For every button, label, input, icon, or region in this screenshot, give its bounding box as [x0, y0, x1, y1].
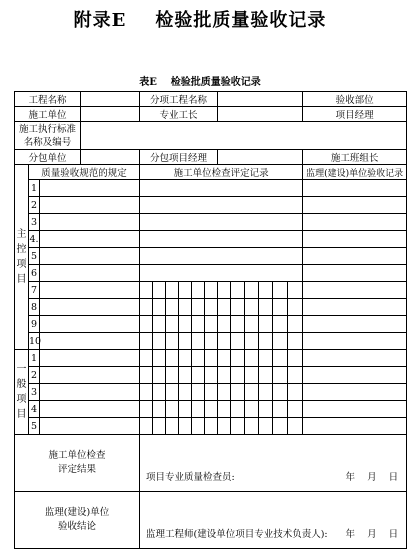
- grid-cell[interactable]: [153, 333, 166, 350]
- item-number: 6: [29, 265, 40, 282]
- subcontract-manager-label: 分包项目经理: [140, 150, 218, 165]
- grid-cell[interactable]: [153, 401, 166, 418]
- item-number: 5: [29, 418, 40, 435]
- acceptance-part-cell[interactable]: [303, 92, 407, 107]
- grid-cell[interactable]: [218, 350, 231, 367]
- spec-cell[interactable]: [40, 265, 140, 282]
- spec-column-header: 质量验收规范的规定: [29, 165, 140, 180]
- grid-cell[interactable]: [259, 350, 273, 367]
- grid-cell[interactable]: [273, 367, 288, 384]
- grid-cell[interactable]: [273, 282, 288, 299]
- grid-cell[interactable]: [273, 401, 288, 418]
- spec-cell[interactable]: [40, 299, 140, 316]
- grid-cell[interactable]: [273, 384, 288, 401]
- grid-cell[interactable]: [153, 350, 166, 367]
- grid-cell[interactable]: [153, 418, 166, 435]
- grid-cell[interactable]: [179, 350, 192, 367]
- grid-cell[interactable]: [231, 282, 245, 299]
- spec-cell[interactable]: [40, 418, 140, 435]
- general-item-row: [15, 367, 407, 384]
- supervision-line2: 验收结论: [58, 521, 97, 532]
- grid-cell[interactable]: [192, 418, 205, 435]
- grid-cell[interactable]: [288, 299, 303, 316]
- grid-cell[interactable]: [231, 418, 245, 435]
- supervision-column-header: 监理(建设)单位验收记录: [303, 165, 407, 180]
- grid-cell[interactable]: [231, 350, 245, 367]
- table-caption: 表E 检验批质量验收记录: [139, 77, 261, 88]
- grid-cell[interactable]: [245, 401, 259, 418]
- spec-cell[interactable]: [40, 316, 140, 333]
- grid-cell[interactable]: [153, 299, 166, 316]
- main-item-row: [15, 197, 407, 214]
- main-item-row: [15, 180, 407, 197]
- grid-cell[interactable]: [166, 401, 179, 418]
- grid-cell[interactable]: [218, 299, 231, 316]
- grid-cell[interactable]: [153, 367, 166, 384]
- grid-cell[interactable]: [218, 401, 231, 418]
- grid-cell[interactable]: [166, 333, 179, 350]
- grid-cell[interactable]: [192, 401, 205, 418]
- supervision-cell[interactable]: [303, 248, 407, 265]
- grid-cell[interactable]: [218, 418, 231, 435]
- grid-cell[interactable]: [288, 316, 303, 333]
- standard-label-line2: 名称及编号: [23, 136, 72, 148]
- construction-result-line1: 施工单位检查: [48, 450, 106, 461]
- grid-cell[interactable]: [179, 282, 192, 299]
- main-item-row: [15, 265, 407, 282]
- supervision-cell[interactable]: [303, 231, 407, 248]
- construction-unit-value[interactable]: [81, 107, 140, 122]
- grid-cell[interactable]: [205, 299, 218, 316]
- supervision-cell[interactable]: [303, 418, 407, 435]
- construction-signature-label: 项目专业质量检查员:: [146, 472, 235, 483]
- grid-cell[interactable]: [259, 282, 273, 299]
- grid-cell[interactable]: [273, 316, 288, 333]
- grid-cell[interactable]: [192, 282, 205, 299]
- supervision-conclusion-area[interactable]: [140, 492, 407, 549]
- grid-cell[interactable]: [259, 367, 273, 384]
- grid-cell[interactable]: [205, 401, 218, 418]
- supervision-date: 年 月 日: [345, 529, 399, 540]
- subcontract-unit-value[interactable]: [81, 150, 140, 165]
- grid-cell[interactable]: [166, 384, 179, 401]
- grid-cell[interactable]: [259, 384, 273, 401]
- grid-cell[interactable]: [166, 316, 179, 333]
- grid-cell[interactable]: [179, 299, 192, 316]
- project-name-value[interactable]: [81, 92, 140, 107]
- item-number: 1: [29, 350, 40, 367]
- grid-cell[interactable]: [273, 333, 288, 350]
- grid-cell[interactable]: [245, 333, 259, 350]
- grid-cell[interactable]: [179, 333, 192, 350]
- team-leader-cell[interactable]: [303, 150, 407, 165]
- spec-cell[interactable]: [40, 180, 140, 197]
- grid-cell[interactable]: [259, 316, 273, 333]
- grid-cell[interactable]: [288, 282, 303, 299]
- grid-cell[interactable]: [288, 367, 303, 384]
- subcontract-manager-value[interactable]: [218, 150, 303, 165]
- supervision-cell[interactable]: [303, 401, 407, 418]
- main-item-row: [15, 214, 407, 231]
- inspection-cell[interactable]: [140, 180, 303, 197]
- item-number: 9: [29, 316, 40, 333]
- main-items-label: 主 控 项 目: [15, 165, 29, 350]
- spec-cell[interactable]: [40, 231, 140, 248]
- general-item-row: [15, 418, 407, 435]
- grid-cell[interactable]: [140, 367, 153, 384]
- grid-cell[interactable]: [205, 350, 218, 367]
- item-number: 8: [29, 299, 40, 316]
- grid-cell[interactable]: [192, 350, 205, 367]
- grid-cell[interactable]: [140, 401, 153, 418]
- grid-cell[interactable]: [205, 282, 218, 299]
- main-item-row: [15, 231, 407, 248]
- grid-cell[interactable]: [231, 299, 245, 316]
- supervision-conclusion-label: [15, 492, 140, 549]
- grid-cell[interactable]: [153, 316, 166, 333]
- grid-cell[interactable]: [245, 384, 259, 401]
- grid-cell[interactable]: [140, 333, 153, 350]
- supervision-cell[interactable]: [303, 350, 407, 367]
- project-manager-cell[interactable]: [303, 107, 407, 122]
- construction-result-label: [15, 435, 140, 492]
- sub-project-name-label: 分项工程名称: [140, 92, 218, 107]
- supervision-cell[interactable]: [303, 299, 407, 316]
- grid-cell[interactable]: [288, 384, 303, 401]
- grid-cell[interactable]: [245, 316, 259, 333]
- grid-cell[interactable]: [192, 316, 205, 333]
- supervision-cell[interactable]: [303, 282, 407, 299]
- grid-cell[interactable]: [192, 299, 205, 316]
- spec-cell[interactable]: [40, 333, 140, 350]
- supervision-cell[interactable]: [303, 367, 407, 384]
- item-number: 5: [29, 248, 40, 265]
- supervision-cell[interactable]: [303, 197, 407, 214]
- main-item-row: [15, 333, 407, 350]
- inspection-lot-form: [14, 91, 407, 549]
- subcontract-unit-label: 分包单位: [15, 150, 81, 165]
- grid-cell[interactable]: [205, 333, 218, 350]
- construction-result-area[interactable]: [140, 435, 407, 492]
- main-item-row: [15, 282, 407, 299]
- grid-cell[interactable]: [231, 316, 245, 333]
- grid-cell[interactable]: [166, 299, 179, 316]
- grid-cell[interactable]: [205, 367, 218, 384]
- spec-cell[interactable]: [40, 282, 140, 299]
- main-item-row: [15, 299, 407, 316]
- grid-cell[interactable]: [245, 282, 259, 299]
- grid-cell[interactable]: [140, 384, 153, 401]
- spec-cell[interactable]: [40, 214, 140, 231]
- construction-result-line2: 评定结果: [58, 464, 97, 475]
- supervision-line1: 监理(建设)单位: [44, 507, 110, 518]
- grid-cell[interactable]: [231, 384, 245, 401]
- construction-unit-label: 施工单位: [15, 107, 81, 122]
- grid-cell[interactable]: [166, 418, 179, 435]
- grid-cell[interactable]: [218, 316, 231, 333]
- professional-foreman-value[interactable]: [218, 107, 303, 122]
- grid-cell[interactable]: [166, 350, 179, 367]
- general-item-row: [15, 384, 407, 401]
- supervision-cell[interactable]: [303, 333, 407, 350]
- inspection-cell[interactable]: [140, 248, 303, 265]
- inspection-column-header: 施工单位检查评定记录: [140, 165, 303, 180]
- standard-label: [15, 122, 81, 150]
- general-item-row: [15, 401, 407, 418]
- grid-cell[interactable]: [288, 401, 303, 418]
- grid-cell[interactable]: [259, 401, 273, 418]
- grid-cell[interactable]: [288, 333, 303, 350]
- item-number: 2: [29, 197, 40, 214]
- grid-cell[interactable]: [259, 418, 273, 435]
- grid-cell[interactable]: [153, 282, 166, 299]
- main-item-row: [15, 248, 407, 265]
- spec-cell[interactable]: [40, 401, 140, 418]
- grid-cell[interactable]: [273, 418, 288, 435]
- spec-cell[interactable]: [40, 197, 140, 214]
- supervision-cell[interactable]: [303, 316, 407, 333]
- standard-label-line1: 施工执行标准: [19, 123, 77, 135]
- grid-cell[interactable]: [179, 418, 192, 435]
- item-number: 4.: [29, 231, 40, 248]
- item-number: 7: [29, 282, 40, 299]
- team-leader-label: 施工班组长: [330, 153, 379, 164]
- grid-cell[interactable]: [205, 418, 218, 435]
- supervision-cell[interactable]: [303, 214, 407, 231]
- main-item-row: [15, 316, 407, 333]
- grid-cell[interactable]: [231, 401, 245, 418]
- grid-cell[interactable]: [259, 299, 273, 316]
- grid-cell[interactable]: [140, 418, 153, 435]
- grid-cell[interactable]: [140, 350, 153, 367]
- inspection-cell[interactable]: [140, 197, 303, 214]
- spec-cell[interactable]: [40, 248, 140, 265]
- grid-cell[interactable]: [273, 299, 288, 316]
- grid-cell[interactable]: [288, 350, 303, 367]
- grid-cell[interactable]: [218, 384, 231, 401]
- grid-cell[interactable]: [166, 367, 179, 384]
- grid-cell[interactable]: [231, 367, 245, 384]
- spec-cell[interactable]: [40, 384, 140, 401]
- grid-cell[interactable]: [218, 282, 231, 299]
- inspection-cell[interactable]: [140, 265, 303, 282]
- supervision-cell[interactable]: [303, 180, 407, 197]
- spec-cell[interactable]: [40, 367, 140, 384]
- grid-cell[interactable]: [245, 418, 259, 435]
- general-items-label: 一 般 项 目: [15, 350, 29, 435]
- item-number: 1: [29, 180, 40, 197]
- grid-cell[interactable]: [140, 282, 153, 299]
- grid-cell[interactable]: [218, 333, 231, 350]
- project-name-label: 工程名称: [15, 92, 81, 107]
- grid-cell[interactable]: [192, 333, 205, 350]
- grid-cell[interactable]: [166, 282, 179, 299]
- item-number: 2: [29, 367, 40, 384]
- sub-project-name-value[interactable]: [218, 92, 303, 107]
- grid-cell[interactable]: [259, 333, 273, 350]
- grid-cell[interactable]: [140, 299, 153, 316]
- grid-cell[interactable]: [179, 367, 192, 384]
- document-title: 附录E 检验批质量验收记录: [73, 10, 327, 31]
- grid-cell[interactable]: [192, 384, 205, 401]
- acceptance-part-label: 验收部位: [335, 95, 374, 106]
- grid-cell[interactable]: [273, 350, 288, 367]
- inspection-cell[interactable]: [140, 231, 303, 248]
- grid-cell[interactable]: [179, 401, 192, 418]
- grid-cell[interactable]: [140, 316, 153, 333]
- grid-cell[interactable]: [245, 367, 259, 384]
- grid-cell[interactable]: [179, 316, 192, 333]
- supervision-cell[interactable]: [303, 265, 407, 282]
- grid-cell[interactable]: [288, 418, 303, 435]
- grid-cell[interactable]: [205, 384, 218, 401]
- item-number: 4: [29, 401, 40, 418]
- grid-cell[interactable]: [153, 384, 166, 401]
- grid-cell[interactable]: [192, 367, 205, 384]
- item-number: 10: [29, 333, 40, 350]
- grid-cell[interactable]: [245, 299, 259, 316]
- grid-cell[interactable]: [231, 333, 245, 350]
- supervision-cell[interactable]: [303, 384, 407, 401]
- inspection-cell[interactable]: [140, 214, 303, 231]
- grid-cell[interactable]: [179, 384, 192, 401]
- general-item-row: [15, 350, 407, 367]
- professional-foreman-label: 专业工长: [140, 107, 218, 122]
- grid-cell[interactable]: [218, 367, 231, 384]
- construction-date: 年 月 日: [345, 472, 399, 483]
- item-number: 3: [29, 384, 40, 401]
- grid-cell[interactable]: [205, 316, 218, 333]
- spec-cell[interactable]: [40, 350, 140, 367]
- standard-value[interactable]: [81, 122, 407, 150]
- supervision-signature-label: 监理工程师(建设单位项目专业技术负责人):: [146, 529, 328, 540]
- grid-cell[interactable]: [245, 350, 259, 367]
- project-manager-label: 项目经理: [335, 110, 374, 121]
- item-number: 3: [29, 214, 40, 231]
